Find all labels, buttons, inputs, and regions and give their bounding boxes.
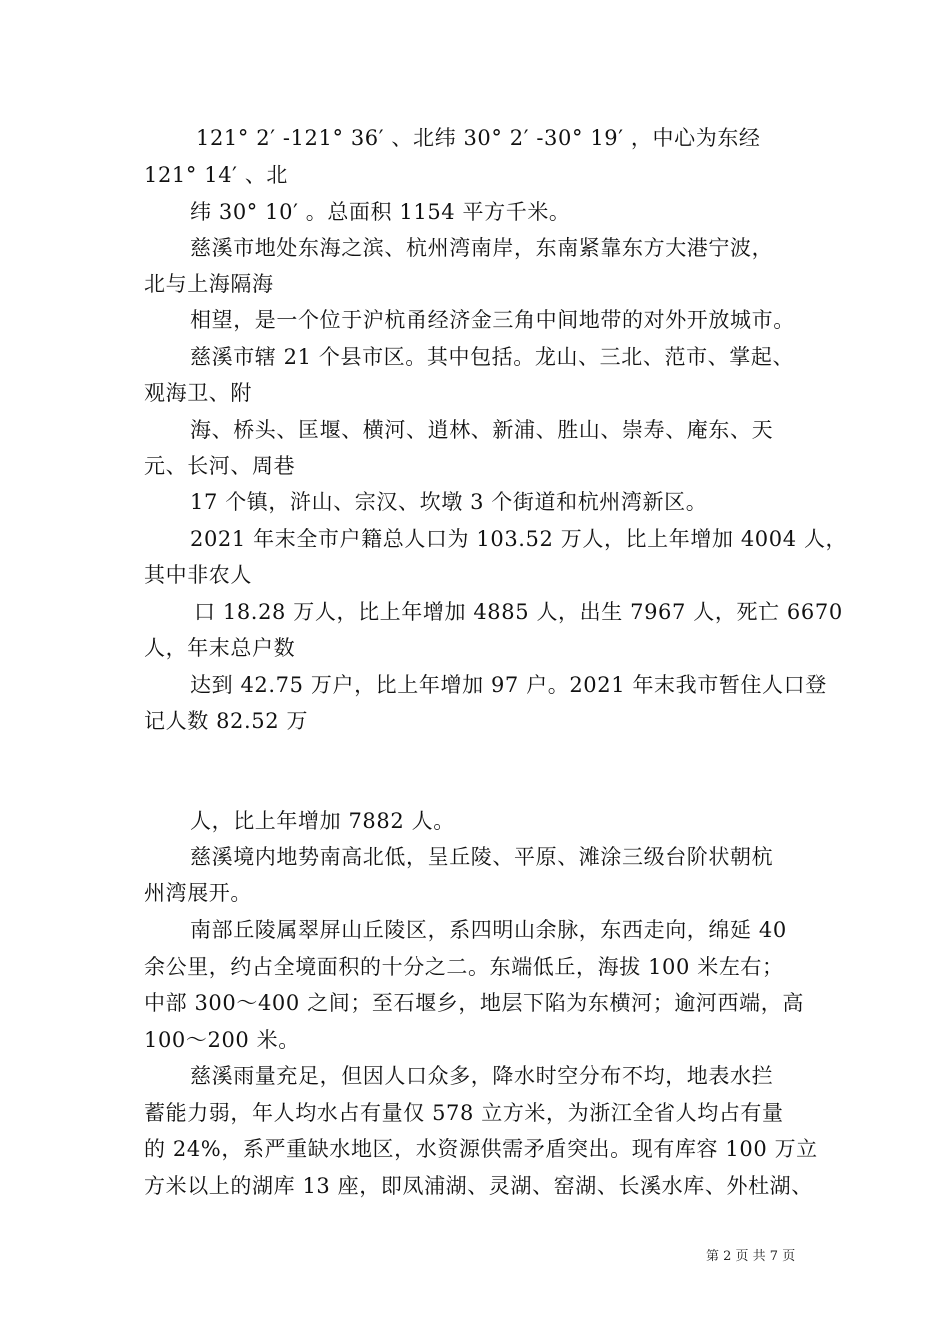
text-line: 相望，是一个位于沪杭甬经济金三角中间地带的对外开放城市。 — [190, 308, 795, 332]
text-line: 中部 300～400 之间；至石堰乡，地层下陷为东横河；逾河西端，高 — [144, 991, 804, 1015]
text-line: 17 个镇，浒山、宗汉、坎墩 3 个街道和杭州湾新区。 — [190, 490, 708, 514]
text-line: 慈溪市地处东海之滨、杭州湾南岸，东南紧靠东方大港宁波， — [190, 236, 774, 260]
text-line: 州湾展开。 — [144, 881, 252, 905]
text-line: 海、桥头、匡堰、横河、逍林、新浦、胜山、崇寿、庵东、天 — [190, 418, 774, 442]
text-line: 口 18.28 万人，比上年增加 4885 人，出生 7967 人，死亡 6670 — [194, 600, 843, 624]
page-number: 第 2 页 共 7 页 — [706, 1249, 796, 1264]
text-line: 2021 年末全市户籍总人口为 103.52 万人，比上年增加 4004 人， — [190, 527, 848, 551]
text-line: 121° 14′ 、北 — [144, 163, 289, 187]
text-line: 慈溪市辖 21 个县市区。其中包括。龙山、三北、范市、掌起、 — [190, 345, 795, 369]
text-line: 南部丘陵属翠屏山丘陵区，系四明山余脉，东西走向，绵延 40 — [190, 918, 787, 942]
text-line: 人，年末总户数 — [144, 636, 296, 660]
text-line: 元、长河、周巷 — [144, 454, 296, 478]
text-line: 慈溪雨量充足，但因人口众多，降水时空分布不均，地表水拦 — [190, 1064, 774, 1088]
text-line: 慈溪境内地势南高北低，呈丘陵、平原、滩涂三级台阶状朝杭 — [190, 845, 774, 869]
text-line: 121° 2′ -121° 36′ 、北纬 30° 2′ -30° 19′ ，中心为东经 — [196, 126, 761, 150]
text-line: 余公里，约占全境面积的十分之二。东端低丘，海拔 100 米左右； — [144, 955, 784, 979]
text-line: 100～200 米。 — [144, 1028, 300, 1052]
text-line: 蓄能力弱，年人均水占有量仅 578 立方米，为浙江全省人均占有量 — [144, 1101, 784, 1125]
text-line: 人，比上年增加 7882 人。 — [190, 809, 455, 833]
text-line: 其中非农人 — [144, 563, 252, 587]
text-line: 北与上海隔海 — [144, 272, 274, 296]
text-line: 达到 42.75 万户，比上年增加 97 户。2021 年末我市暂住人口登 — [190, 673, 827, 697]
text-line: 纬 30° 10′ 。总面积 1154 平方千米。 — [190, 200, 571, 224]
text-line: 方米以上的湖库 13 座，即凤浦湖、灵湖、窑湖、长溪水库、外杜湖、 — [144, 1174, 813, 1198]
text-line: 观海卫、附 — [144, 381, 252, 405]
text-line: 的 24%，系严重缺水地区，水资源供需矛盾突出。现有库容 100 万立 — [144, 1137, 818, 1161]
text-line: 记人数 82.52 万 — [144, 709, 309, 733]
